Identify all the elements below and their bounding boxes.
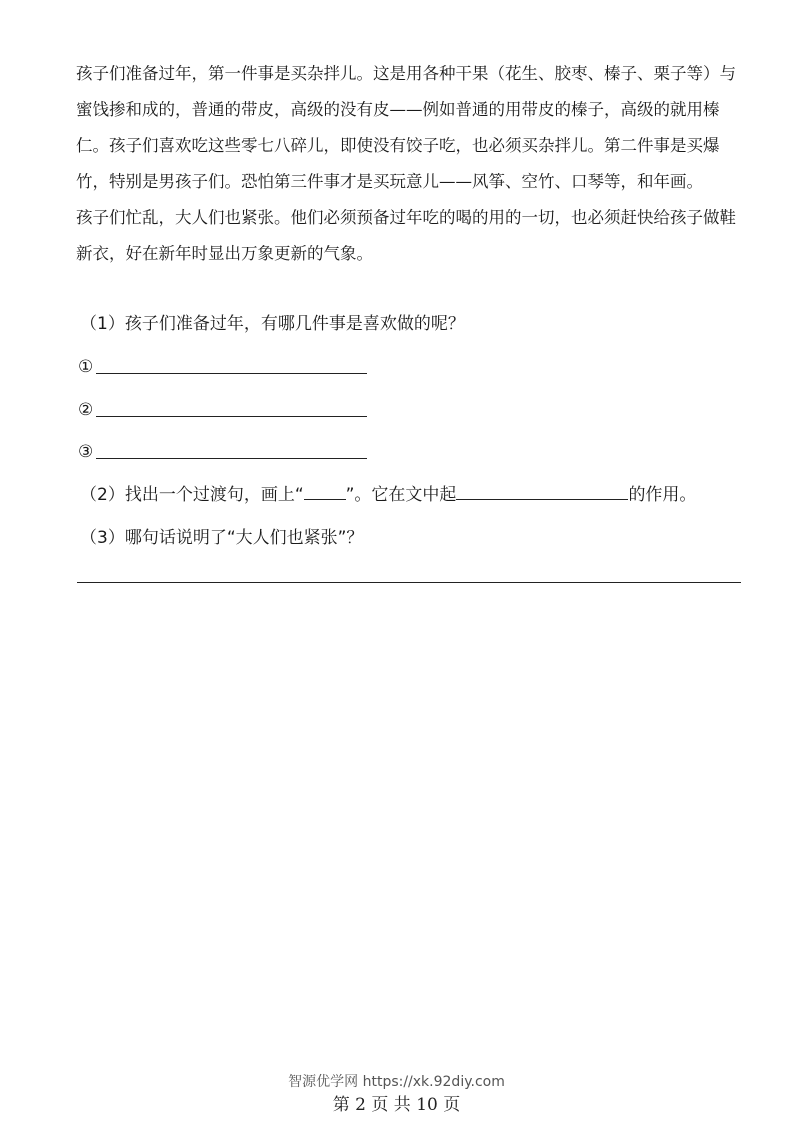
answer-item-1 [78,355,93,379]
question-2 [80,483,696,507]
answer-line-1[interactable] [96,373,367,374]
question-1: （1）孩子们准备过年，有哪几件事是喜欢做的呢？ [80,314,465,334]
answer-item-2 [78,398,93,422]
page-number: 第 2 页 共 10 页 [332,1095,461,1115]
reading-passage [76,56,746,272]
passage-paragraph-1: 孩子们准备过年，第一件事是买杂拌儿。这是用各种干果（花生、胶枣、榛子、栗子等）与蜜饯掺和成的，普通的带皮，高级的没有皮——例如普通的用带皮的榛子，高级的就用榛仁。孩子们喜欢吃这些零七八碎儿，即使没有饺子吃，也必须买杂拌儿。第二件事是买爆竹，特别是男孩子们。恐怕第三件事才是买玩意儿——风筝、空竹、口琴等，和年画。 [76,64,736,191]
function-answer-blank[interactable] [456,483,628,500]
answer-item-2-marker: ② [78,400,94,420]
answer-item-3 [78,440,93,464]
passage-paragraph-2: 孩子们忙乱，大人们也紧张。他们必须预备过年吃的喝的用的一切，也必须赶快给孩子做鞋新衣，好在新年时显出万象更新的气象。 [76,208,736,263]
underline-mark-blank[interactable] [304,483,346,500]
question-2-text-a: （2）找出一个过渡句，画上“ [80,485,304,505]
answer-line-3[interactable] [96,458,367,459]
footer-site: 智源优学网 https://xk.92diy.com [288,1074,505,1090]
answer-line-2[interactable] [96,416,367,417]
question-2-text-c: 的作用。 [628,485,697,505]
answer-line-q3[interactable] [77,582,741,583]
question-3: （3）哪句话说明了“大人们也紧张”？ [80,528,364,548]
question-2-text-b: ”。它在文中起 [345,485,457,505]
answer-item-1-marker: ① [78,357,94,377]
answer-item-3-marker: ③ [78,442,94,462]
